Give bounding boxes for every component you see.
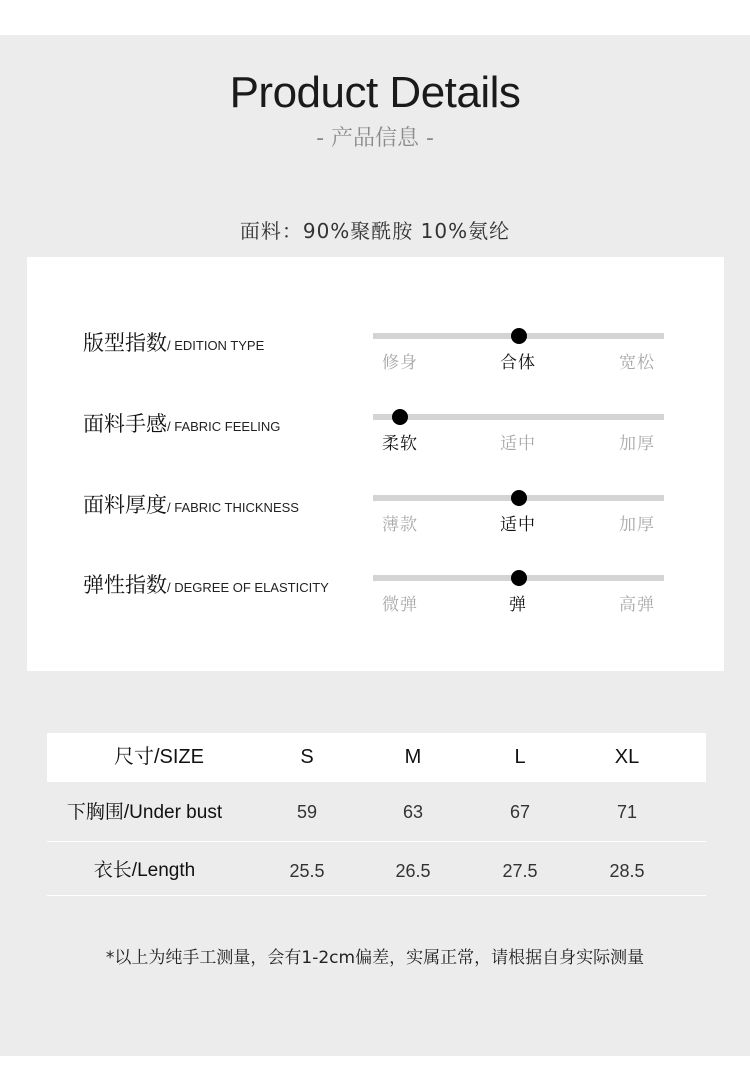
fabric-composition: 面料：90%聚酰胺 10%氨纶 [239, 219, 511, 243]
table-header-cell: XL [614, 746, 640, 768]
size-table-header [47, 733, 706, 782]
scale-option: 宽松 [619, 353, 655, 373]
attribute-label-en: / EDITION TYPE [167, 338, 265, 353]
attribute-scale-knob [511, 328, 527, 344]
scale-option: 微弹 [382, 595, 418, 615]
attribute-elasticity [83, 575, 723, 645]
table-cell: 28.5 [609, 861, 645, 881]
table-header-cell: L [514, 746, 526, 768]
attribute-scale-track [373, 495, 664, 535]
attribute-label-en: / FABRIC THICKNESS [167, 500, 299, 515]
attribute-label [83, 569, 329, 599]
table-cell: 59 [296, 802, 318, 822]
table-row-label: 下胸围/Under bust [66, 802, 223, 823]
attribute-label-en: / DEGREE OF ELASTICITY [167, 580, 329, 595]
measurement-note: *以上为纯手工测量，会有1-2cm偏差，实属正常，请根据自身实际测量 [105, 948, 645, 968]
size-table [47, 733, 706, 896]
attribute-scale-knob [392, 409, 408, 425]
table-cell: 67 [509, 802, 531, 822]
table-row [47, 782, 706, 842]
scale-option: 合体 [500, 353, 536, 373]
attributes-card [27, 257, 724, 671]
table-cell: 26.5 [395, 861, 431, 881]
scale-option: 加厚 [619, 515, 655, 535]
scale-option: 适中 [500, 434, 536, 454]
attribute-fabric-thickness [83, 495, 723, 565]
attribute-scale-track [373, 333, 664, 373]
scale-option: 弹 [509, 595, 527, 615]
scale-option: 薄款 [382, 515, 418, 535]
scale-option: 加厚 [619, 434, 655, 454]
table-cell: 71 [616, 802, 638, 822]
attribute-scale-track [373, 575, 664, 615]
table-cell: 63 [402, 802, 424, 822]
table-header-cell: S [300, 746, 314, 768]
table-cell: 25.5 [289, 861, 325, 881]
page-subtitle: - 产品信息 - [316, 126, 434, 151]
table-row-label: 衣长/Length [93, 860, 196, 881]
attribute-fabric-feeling [83, 414, 723, 484]
page-title: Product Details [229, 68, 521, 117]
table-header-cell: M [404, 746, 422, 768]
attribute-label-cn: 面料厚度 [83, 493, 167, 517]
attribute-label [83, 327, 264, 357]
attribute-label-en: / FABRIC FEELING [167, 419, 281, 434]
attribute-label [83, 408, 280, 438]
attribute-label-cn: 版型指数 [83, 331, 167, 355]
attribute-label [83, 489, 299, 519]
attribute-scale-knob [511, 490, 527, 506]
table-cell: 27.5 [502, 861, 538, 881]
attribute-scale-knob [511, 570, 527, 586]
scale-option: 适中 [500, 515, 536, 535]
table-header-cell: 尺寸/SIZE [113, 746, 204, 768]
scale-option: 柔软 [382, 434, 418, 454]
scale-option: 修身 [382, 353, 418, 373]
attribute-label-cn: 弹性指数 [83, 573, 167, 597]
attribute-label-cn: 面料手感 [83, 412, 167, 436]
attribute-edition-type [83, 333, 723, 403]
scale-option: 高弹 [619, 595, 655, 615]
table-row [47, 842, 706, 896]
attribute-scale-track [373, 414, 664, 454]
